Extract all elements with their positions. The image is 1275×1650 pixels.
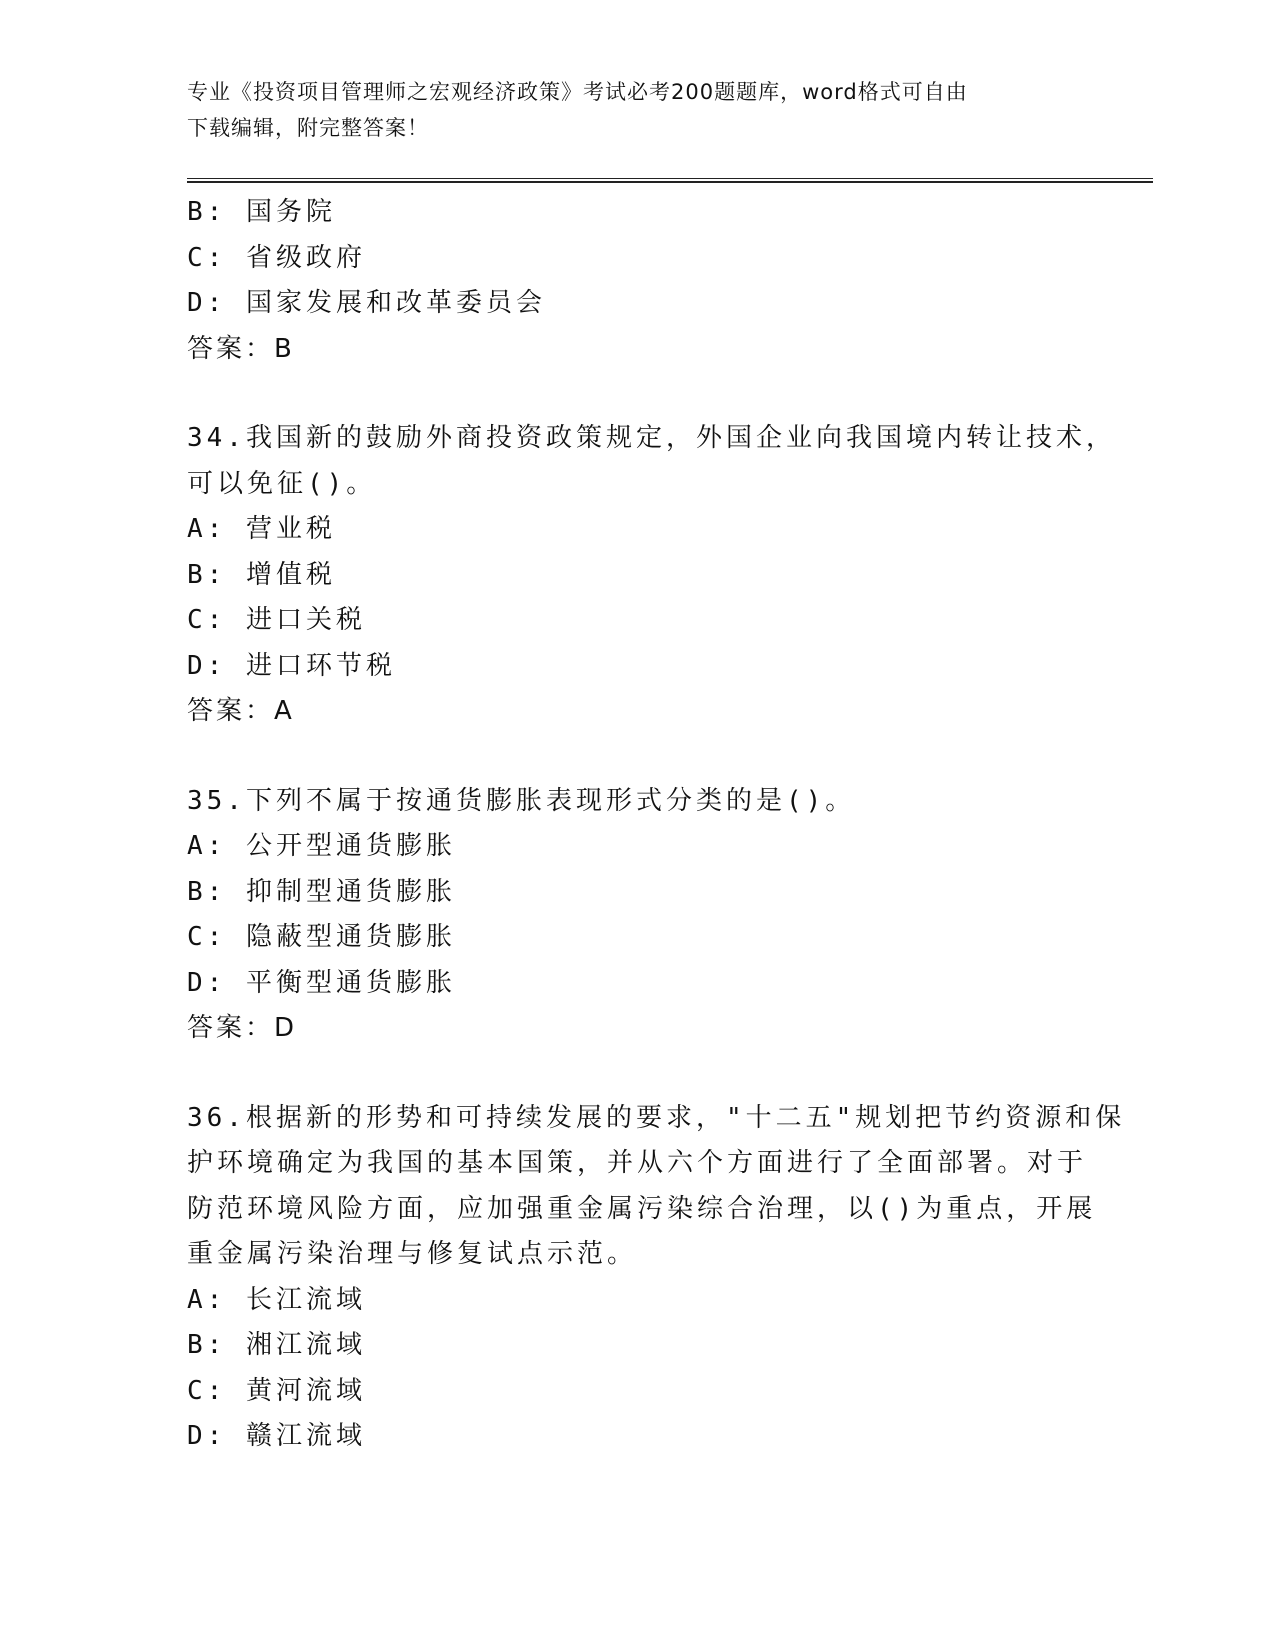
question-33 — [187, 190, 1087, 372]
question-text-line: 34.我国新的鼓励外商投资政策规定，外国企业向我国境内转让技术， — [187, 423, 1116, 453]
question-text-line: 35.下列不属于按通货膨胀表现形式分类的是()。 — [187, 785, 856, 816]
option-d: D: 赣江流域 — [187, 1421, 366, 1451]
spacer — [187, 372, 1087, 416]
option-c: C: 黄河流域 — [187, 1375, 366, 1406]
question-text-line: 36.根据新的形势和可持续发展的要求，"十二五"规划把节约资源和保 — [187, 1102, 1126, 1133]
question-text-line: 可以免征()。 — [187, 468, 377, 499]
option-b: B: 国务院 — [187, 197, 336, 227]
header-divider — [187, 178, 1153, 183]
option-c: C: 进口关税 — [187, 605, 366, 635]
question-list — [187, 190, 1126, 1460]
option-a: A: 公开型通货膨胀 — [187, 831, 456, 861]
option-d: D: 平衡型通货膨胀 — [187, 967, 456, 998]
option-c: C: 省级政府 — [187, 242, 366, 273]
question-36 — [187, 1096, 1126, 1460]
option-b: B: 增值税 — [187, 559, 336, 590]
question-35 — [187, 779, 1087, 1052]
question-text-line: 重金属污染治理与修复试点示范。 — [187, 1239, 638, 1269]
option-d: D: 进口环节税 — [187, 650, 396, 681]
question-text-line: 护环境确定为我国的基本国策，并从六个方面进行了全面部署。对于 — [187, 1148, 1088, 1178]
option-a: A: 营业税 — [187, 514, 336, 544]
header-line-2: 下载编辑，附完整答案！ — [187, 116, 429, 140]
answer: 答案：B — [187, 333, 295, 364]
spacer — [187, 1052, 1087, 1096]
option-b: B: 湘江流域 — [187, 1330, 366, 1360]
option-d: D: 国家发展和改革委员会 — [187, 288, 546, 318]
option-a: A: 长江流域 — [187, 1284, 366, 1315]
question-text-line: 防范环境风险方面，应加强重金属污染综合治理，以()为重点，开展 — [187, 1193, 1097, 1224]
answer: 答案：A — [187, 696, 295, 726]
option-c: C: 隐蔽型通货膨胀 — [187, 922, 456, 952]
spacer — [187, 735, 1087, 779]
header-line-1: 专业《投资项目管理师之宏观经济政策》考试必考200题题库，word格式可自由 — [187, 80, 968, 104]
question-34 — [187, 416, 1116, 735]
document-header — [187, 74, 1067, 146]
option-b: B: 抑制型通货膨胀 — [187, 876, 456, 907]
answer: 答案：D — [187, 1013, 298, 1043]
